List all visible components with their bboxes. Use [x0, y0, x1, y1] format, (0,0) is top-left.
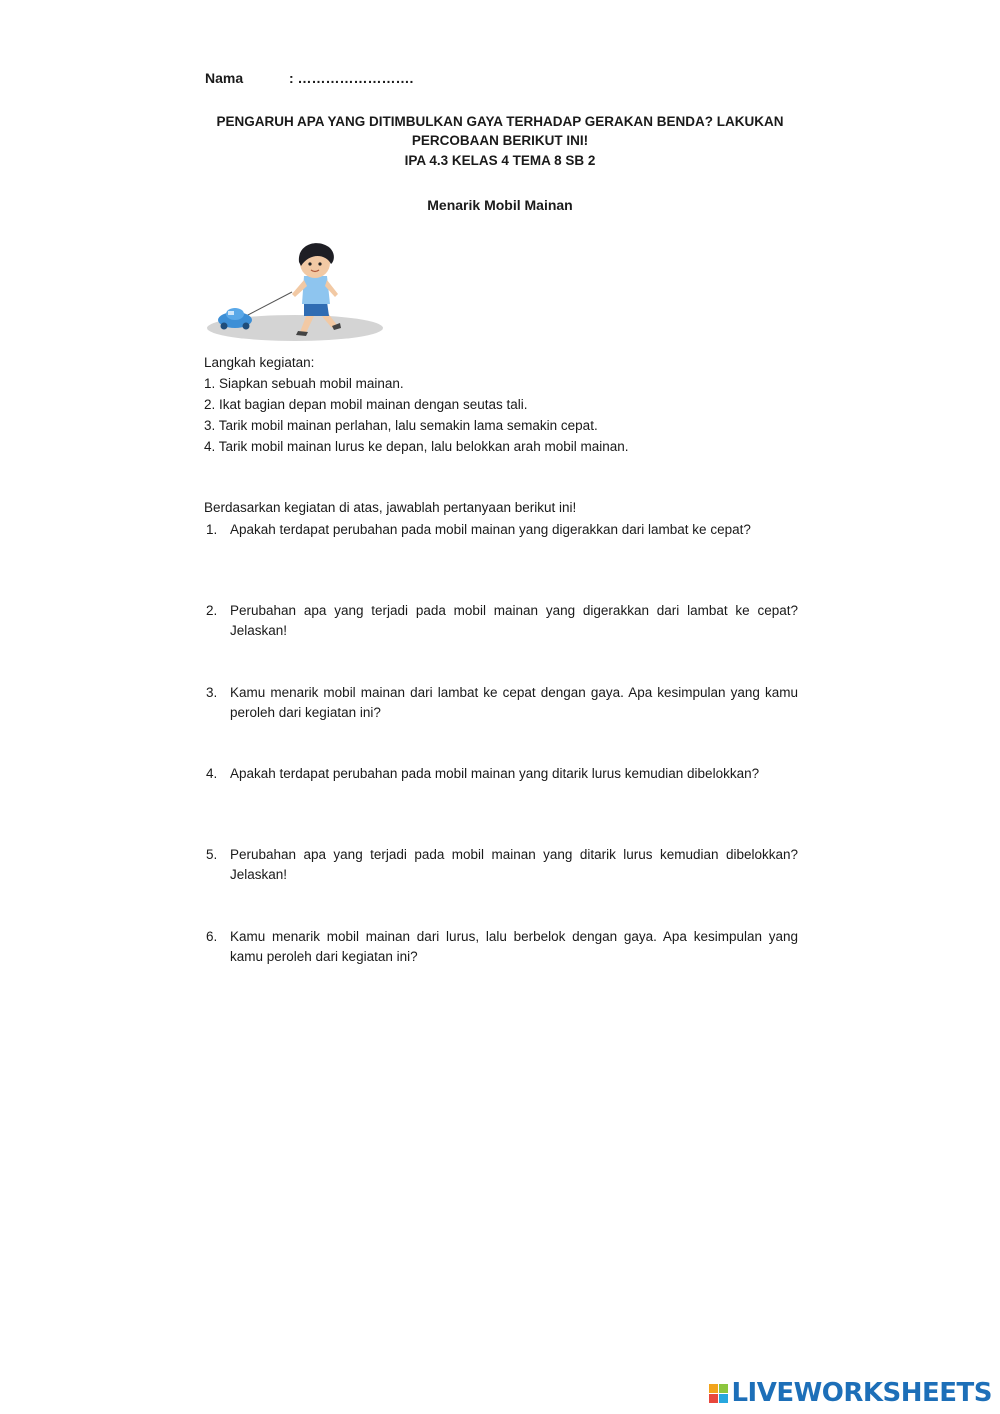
steps-heading: Langkah kegiatan: — [204, 355, 315, 370]
name-field-row — [205, 70, 413, 86]
activity-title: Menarik Mobil Mainan — [427, 197, 573, 213]
liveworksheets-wordmark: LIVEWORKSHEETS — [731, 1378, 992, 1408]
questions-intro: Berdasarkan kegiatan di atas, jawablah pertanyaan berikut ini! — [204, 500, 577, 515]
step-item: 2. Ikat bagian depan mobil mainan dengan seutas tali. — [204, 397, 528, 412]
question-number: 4. — [206, 766, 218, 781]
question-text: Kamu menarik mobil mainan dari lambat ke cepat dengan gaya. Apa kesimpulan yang kamu peroleh dari kegiatan ini? — [230, 685, 798, 720]
question-number: 6. — [206, 929, 218, 944]
activity-steps — [204, 352, 629, 457]
question-text: Perubahan apa yang terjadi pada mobil mainan yang ditarik lurus kemudian dibelokkan? Jelaskan! — [230, 847, 798, 882]
toy-car — [218, 308, 252, 330]
name-blank: : ……………………. — [289, 70, 414, 86]
question-2 — [206, 601, 798, 641]
liveworksheets-logo-icon — [709, 1384, 728, 1403]
question-text: Kamu menarik mobil mainan dari lurus, lalu berbelok dengan gaya. Apa kesimpulan yang kamu peroleh dari kegiatan ini? — [230, 929, 798, 964]
question-number: 5. — [206, 847, 218, 862]
question-number: 2. — [206, 603, 218, 618]
question-number: 1. — [206, 522, 218, 537]
worksheet-title: PENGARUH APA YANG DITIMBULKAN GAYA TERHADAP GERAKAN BENDA? LAKUKAN PERCOBAAN BERIKUT INI! — [216, 114, 784, 148]
name-label: Nama — [205, 70, 244, 86]
liveworksheets-watermark — [709, 1378, 992, 1408]
question-text: Perubahan apa yang terjadi pada mobil mainan yang digerakkan dari lambat ke cepat? Jelaskan! — [230, 603, 798, 638]
question-number: 3. — [206, 685, 218, 700]
question-3 — [206, 683, 798, 723]
question-6 — [206, 927, 798, 967]
pull-string — [246, 292, 292, 316]
step-item: 4. Tarik mobil mainan lurus ke depan, lalu belokkan arah mobil mainan. — [204, 439, 629, 454]
step-item: 1. Siapkan sebuah mobil mainan. — [204, 376, 404, 391]
question-text: Apakah terdapat perubahan pada mobil mainan yang ditarik lurus kemudian dibelokkan? — [230, 766, 760, 781]
question-5 — [206, 845, 798, 885]
worksheet-subtitle: IPA 4.3 KELAS 4 TEMA 8 SB 2 — [404, 153, 596, 168]
question-text: Apakah terdapat perubahan pada mobil mainan yang digerakkan dari lambat ke cepat? — [230, 522, 751, 537]
boy-pulling-toy-car-illustration — [200, 236, 385, 346]
question-4 — [206, 764, 798, 784]
question-1 — [206, 520, 798, 540]
step-item: 3. Tarik mobil mainan perlahan, lalu semakin lama semakin cepat. — [204, 418, 598, 433]
